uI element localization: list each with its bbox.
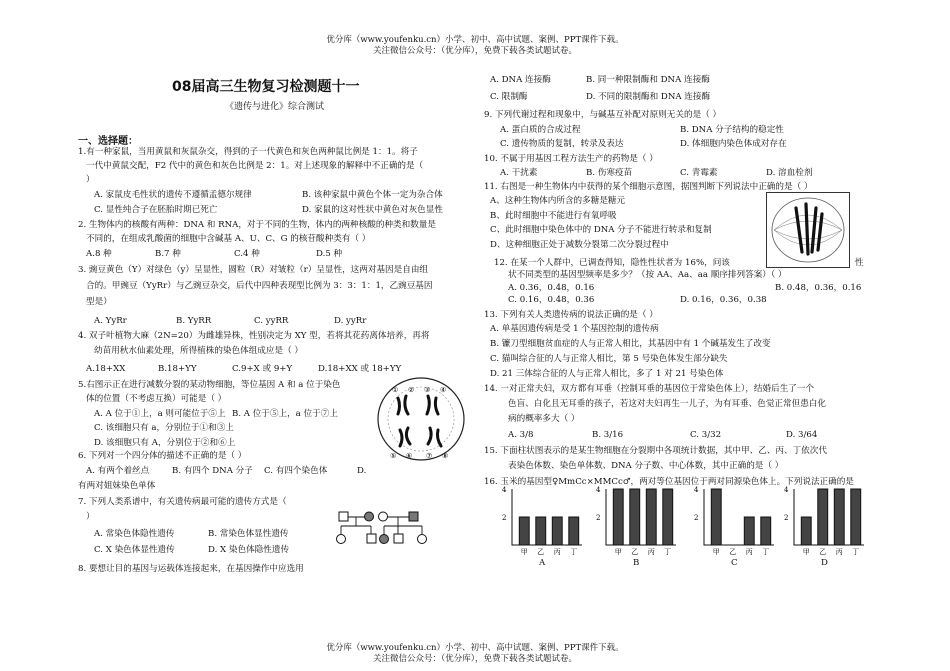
- q12-line-1: 12. 在某一个人群中，已调查得知，隐性性状者为 16%，问该: [494, 258, 730, 268]
- q6-line-1: 6. 下列对一个四分体的描述不正确的是（ ）: [78, 451, 247, 461]
- q1-option-c: C. 显性纯合子在胚胎时期已死亡: [94, 205, 218, 215]
- x-tick-label: 丁: [664, 548, 672, 556]
- label-7: ⑦: [426, 452, 433, 460]
- q5-option-b: B. A 位于⑤上，a 位于⑦上: [232, 409, 338, 419]
- q10-line-1: 10. 不属于用基因工程方法生产的药物是（ ）: [484, 154, 658, 164]
- q3-line-2: 合的。甲豌豆（YyRr）与乙豌豆杂交，后代中四种表现型比例为 3：3：1：1，乙豌豆基因: [86, 281, 433, 291]
- q12-line-2: 状不同类型的基因型频率是多少？（按 AA、Aa、aa 顺序排列答案）（ ）: [508, 270, 787, 280]
- x-tick-label: 乙: [729, 548, 737, 556]
- y-tick-label: 4: [694, 486, 699, 494]
- q4-line-2: 幼苗用秋水仙素处理，所得植株的染色体组成应是（ ）: [94, 346, 303, 356]
- x-tick-label: 丁: [570, 548, 578, 556]
- q9-line-1: 9. 下列代谢过程和现象中，与碱基互补配对原则无关的是（ ）: [484, 110, 722, 120]
- q13-option-c: C. 猫叫综合征的人与正常人相比，第 5 号染色体发生部分缺失: [490, 354, 728, 364]
- q6-option-d: D.: [357, 466, 367, 476]
- male-affected-symbol: [409, 512, 418, 521]
- label-4: ④: [440, 386, 447, 394]
- q1-option-b: B. 该种家鼠中黄色个体一定为杂合体: [302, 190, 443, 200]
- q14-line-1: 14. 一对正常夫妇，双方都有耳垂（控制耳垂的基因位于常染色体上），结婚后生了一个: [484, 384, 815, 394]
- q12-option-a: A. 0.36，0.48，0.16: [508, 283, 595, 293]
- bar-甲: [711, 489, 721, 545]
- male-normal-symbol: [339, 512, 348, 521]
- q5-option-d: D. 该细胞只有 A，分别位于②和⑥上: [94, 438, 236, 448]
- bar-甲: [519, 517, 529, 545]
- x-tick-label: 丙: [835, 548, 843, 556]
- chart-b-label: B: [633, 558, 640, 568]
- q8-option-d: D. 不同的限制酶和 DNA 连接酶: [586, 92, 711, 102]
- q7-option-c: C. X 染色体显性遗传: [94, 545, 175, 555]
- q7-option-b: B. 常染色体显性遗传: [208, 529, 289, 539]
- q11-option-a: A、这种生物体内所含的多糖是糖元: [490, 196, 626, 206]
- bar-丙: [552, 517, 562, 545]
- male-normal-symbol: [367, 534, 376, 543]
- q4-option-c: C.9+X 或 9+Y: [232, 364, 293, 374]
- q3-option-d: D. yyRr: [334, 316, 367, 326]
- x-tick-label: 甲: [802, 548, 810, 556]
- label-8: ⑧: [442, 452, 449, 460]
- q1-option-a: A. 家鼠皮毛性状的遗传不遵循孟德尔规律: [94, 190, 252, 200]
- q2-option-b: B.7 种: [155, 249, 181, 259]
- q5-option-c: C. 该细胞只有 a，分别位于①和③上: [94, 423, 234, 433]
- q4-line-1: 4. 双子叶植物大麻（2N=20）为雌雄异株，性别决定为 XY 型，若将其花药离体培养，再将: [78, 331, 430, 341]
- label-3: ③: [424, 386, 431, 394]
- label-6: ⑥: [406, 452, 413, 460]
- q3-line-3: 型是）: [86, 297, 112, 307]
- x-tick-label: 乙: [631, 548, 639, 556]
- chart-c-label: C: [731, 558, 738, 568]
- q4-option-d: D.18+XX 或 18+YY: [318, 364, 402, 374]
- q15-line-2: 表染色体数、染色单体数、DNA 分子数、中心体数，其中正确的是（ ）: [508, 461, 784, 471]
- header-line-2: 关注微信公众号：（优分库），免费下载各类试题试卷。: [372, 46, 577, 56]
- q7-line-2: ）: [86, 512, 95, 522]
- footer-line-1: 优分库（www.youfenku.cn）小学、初中、高中试题、案例、PPT课件下载。: [326, 643, 624, 653]
- x-tick-label: 乙: [537, 548, 545, 556]
- q9-option-d: D. 体细胞内染色体成对存在: [680, 139, 787, 149]
- x-tick-label: 丁: [762, 548, 770, 556]
- x-tick-label: 甲: [520, 548, 528, 556]
- label-2: ②: [408, 386, 415, 394]
- q13-line-1: 13. 下列有关人类遗传病的说法正确的是（ ）: [484, 310, 658, 320]
- q2-line-2: 不同的，在组成乳酸菌的细胞中含碱基 A、U、C、G 的核苷酸种类有（ ）: [86, 234, 371, 244]
- q8-line-1: 8. 要想让目的基因与运载体连接起来，在基因操作中应选用: [78, 564, 304, 574]
- q7-option-d: D. X 染色体隐性遗传: [208, 545, 290, 555]
- q12-line-1-tail: 性: [855, 258, 864, 268]
- q3-option-b: B. YyRR: [176, 316, 212, 326]
- q6-option-d-text: 有两对姐妹染色单体: [78, 481, 156, 491]
- female-affected-symbol: [380, 535, 389, 544]
- q5-line-2: 体的位置（不考虑互换）可能是（ ）: [86, 394, 227, 404]
- q13-option-d: D. 21 三体综合征的人与正常人相比，多了 1 对 21 号染色体: [490, 369, 724, 379]
- q10-option-d: D. 溶血栓剂: [766, 168, 813, 178]
- q4-option-a: A.18+XX: [86, 364, 126, 374]
- q2-line-1: 2. 生物体内的核酸有两种：DNA 和 RNA，对于不同的生物，体内的两种核酸的种类和数量是: [78, 220, 436, 230]
- q6-option-c: C. 有四个染色体: [264, 466, 328, 476]
- q9-option-a: A. 蛋白质的合成过程: [500, 125, 581, 135]
- bar-乙: [818, 489, 828, 545]
- bar-乙: [630, 489, 640, 545]
- male-normal-symbol: [394, 534, 403, 543]
- q12-option-d: D. 0.16，0.36，0.38: [680, 295, 767, 305]
- q14-option-d: D. 3/64: [786, 430, 818, 440]
- q1-line-1: 1.有一种家鼠，当用黄鼠和灰鼠杂交，得到的子一代黄色和灰色两种鼠比例是 1：1。将子: [78, 147, 418, 157]
- bar-丁: [663, 489, 673, 545]
- bar-甲: [613, 489, 623, 545]
- x-tick-label: 丁: [852, 548, 860, 556]
- q13-option-a: A. 单基因遗传病是受 1 个基因控制的遗传病: [490, 324, 659, 334]
- x-tick-label: 乙: [819, 548, 827, 556]
- chart-d: [782, 485, 868, 557]
- chromosomes: [398, 396, 441, 446]
- chart-c: [692, 485, 778, 557]
- female-normal-symbol: [418, 535, 427, 544]
- q10-option-a: A. 干扰素: [500, 168, 538, 178]
- q12-option-c: C. 0.16，0.48，0.36: [508, 295, 595, 305]
- bar-丁: [761, 517, 771, 545]
- q12-option-b: B. 0.48，0.36，0.16: [775, 283, 862, 293]
- bar-丙: [646, 489, 656, 545]
- bar-丁: [851, 489, 861, 545]
- q2-option-c: C.4 种: [234, 249, 260, 259]
- q14-option-a: A. 3/8: [508, 430, 534, 440]
- q7-option-a: A. 常染色体隐性遗传: [94, 529, 175, 539]
- q5-line-1: 5.右图示正在进行减数分裂的某动物细胞，等位基因 A 和 a 位于染色: [78, 380, 341, 390]
- q11-option-b: B、此时细胞中不能进行有氧呼吸: [490, 211, 617, 221]
- y-tick-label: 4: [596, 486, 601, 494]
- q5-option-a: A. A 位于①上，a 则可能位于⑤上: [94, 409, 226, 419]
- q11-option-c: C、此时细胞中染色体中的 DNA 分子不能进行转录和复制: [490, 225, 712, 235]
- female-affected-symbol: [365, 512, 374, 521]
- q6-option-a: A. 有两个着丝点: [86, 466, 150, 476]
- q3-option-c: C. yyRR: [254, 316, 289, 326]
- y-tick-label: 4: [502, 486, 507, 494]
- female-normal-symbol: [337, 535, 346, 544]
- bar-甲: [801, 517, 811, 545]
- q8-option-c: C. 限制酶: [490, 92, 528, 102]
- section-heading: 一、选择题：: [78, 136, 138, 147]
- bar-丙: [744, 517, 754, 545]
- x-tick-label: 甲: [712, 548, 720, 556]
- chart-b: [594, 485, 680, 557]
- chart-d-label: D: [821, 558, 828, 568]
- q10-option-c: C. 青霉素: [680, 168, 718, 178]
- q9-option-c: C. 遗传物质的复制，转录及表达: [500, 139, 624, 149]
- x-tick-label: 丙: [647, 548, 655, 556]
- x-tick-label: 丙: [745, 548, 753, 556]
- y-tick-label: 2: [502, 514, 507, 522]
- q2-option-d: D.5 种: [316, 249, 343, 259]
- q10-option-b: B. 伤寒疫苗: [586, 168, 633, 178]
- q11-cell-figure: [766, 192, 850, 268]
- q3-line-1: 3. 豌豆黄色（Y）对绿色（y）呈显性，圆粒（R）对皱粒（r）呈显性，这两对基因是自由组: [78, 265, 429, 275]
- q1-line-2: 一代中黄鼠交配，F2 代中的黄色和灰色比例是 2：1。对上述现象的解释中不正确的是（: [86, 161, 424, 171]
- q4-option-b: B.18+YY: [158, 364, 197, 374]
- q14-line-3: 病的概率多大（ ）: [508, 414, 580, 424]
- q14-line-2: 色盲、白化且无耳垂的孩子，若这对夫妇再生一儿子，为有耳垂、色觉正常但患白化: [508, 399, 826, 409]
- q16-line-1: 16. 玉米的基因型♀MmCc×MMCc♂，两对等位基因位于两对同源染色体上。下列说法正确的是: [484, 477, 854, 487]
- cell-membrane: [378, 378, 464, 460]
- female-normal-symbol: [379, 512, 388, 521]
- page-subtitle: 《遗传与进化》综合测试: [225, 102, 325, 112]
- q6-option-b: B. 有四个 DNA 分子: [172, 466, 253, 476]
- footer-line-2: 关注微信公众号：（优分库），免费下载各类试题试卷。: [372, 654, 577, 664]
- chart-a: [500, 485, 586, 557]
- bar-乙: [536, 517, 546, 545]
- q11-line-1: 11. 右图是一种生物体内中获得的某个细胞示意图，据图判断下列说法中正确的是（ ）: [484, 182, 813, 192]
- y-tick-label: 2: [784, 514, 789, 522]
- x-tick-label: 丙: [553, 548, 561, 556]
- q14-option-c: C. 3/32: [690, 430, 722, 440]
- y-tick-label: 4: [784, 486, 789, 494]
- q7-line-1: 7. 下列人类系谱中，有关遗传病最可能的遗传方式是（: [78, 497, 287, 507]
- label-1: ①: [392, 386, 399, 394]
- x-tick-label: 甲: [614, 548, 622, 556]
- q14-option-b: B. 3/16: [592, 430, 624, 440]
- q8-option-a: A. DNA 连接酶: [490, 75, 551, 85]
- q8-option-b: B. 同一种限制酶和 DNA 连接酶: [586, 75, 710, 85]
- bar-丙: [834, 489, 844, 545]
- chart-a-label: A: [539, 558, 546, 568]
- q13-option-b: B. 镰刀型细胞贫血症的人与正常人相比，其基因中有 1 个碱基发生了改变: [490, 339, 771, 349]
- q11-option-d: D、这种细胞正处于减数分裂第二次分裂过程中: [490, 240, 669, 250]
- y-tick-label: 2: [596, 514, 601, 522]
- label-5: ⑤: [390, 452, 397, 460]
- y-tick-label: 2: [694, 514, 699, 522]
- q2-option-a: A.8 种: [86, 249, 112, 259]
- page-title: 08届高三生物复习检测题十一: [172, 79, 360, 95]
- q1-line-3: ）: [86, 175, 95, 185]
- q9-option-b: B. DNA 分子结构的稳定性: [680, 125, 784, 135]
- bar-丁: [569, 517, 579, 545]
- q7-pedigree-chart: [336, 508, 436, 550]
- q1-option-d: D. 家鼠的这对性状中黄色对灰色显性: [302, 205, 443, 215]
- q15-line-1: 15. 下面柱状图表示的是某生物细胞在分裂期中各项统计数据，其中甲、乙、丙、丁依次代: [484, 446, 827, 456]
- q3-option-a: A. YyRr: [94, 316, 127, 326]
- header-line-1: 优分库（www.youfenku.cn）小学、初中、高中试题、案例、PPT课件下载。: [326, 35, 624, 45]
- q5-cell-figure: [376, 376, 466, 462]
